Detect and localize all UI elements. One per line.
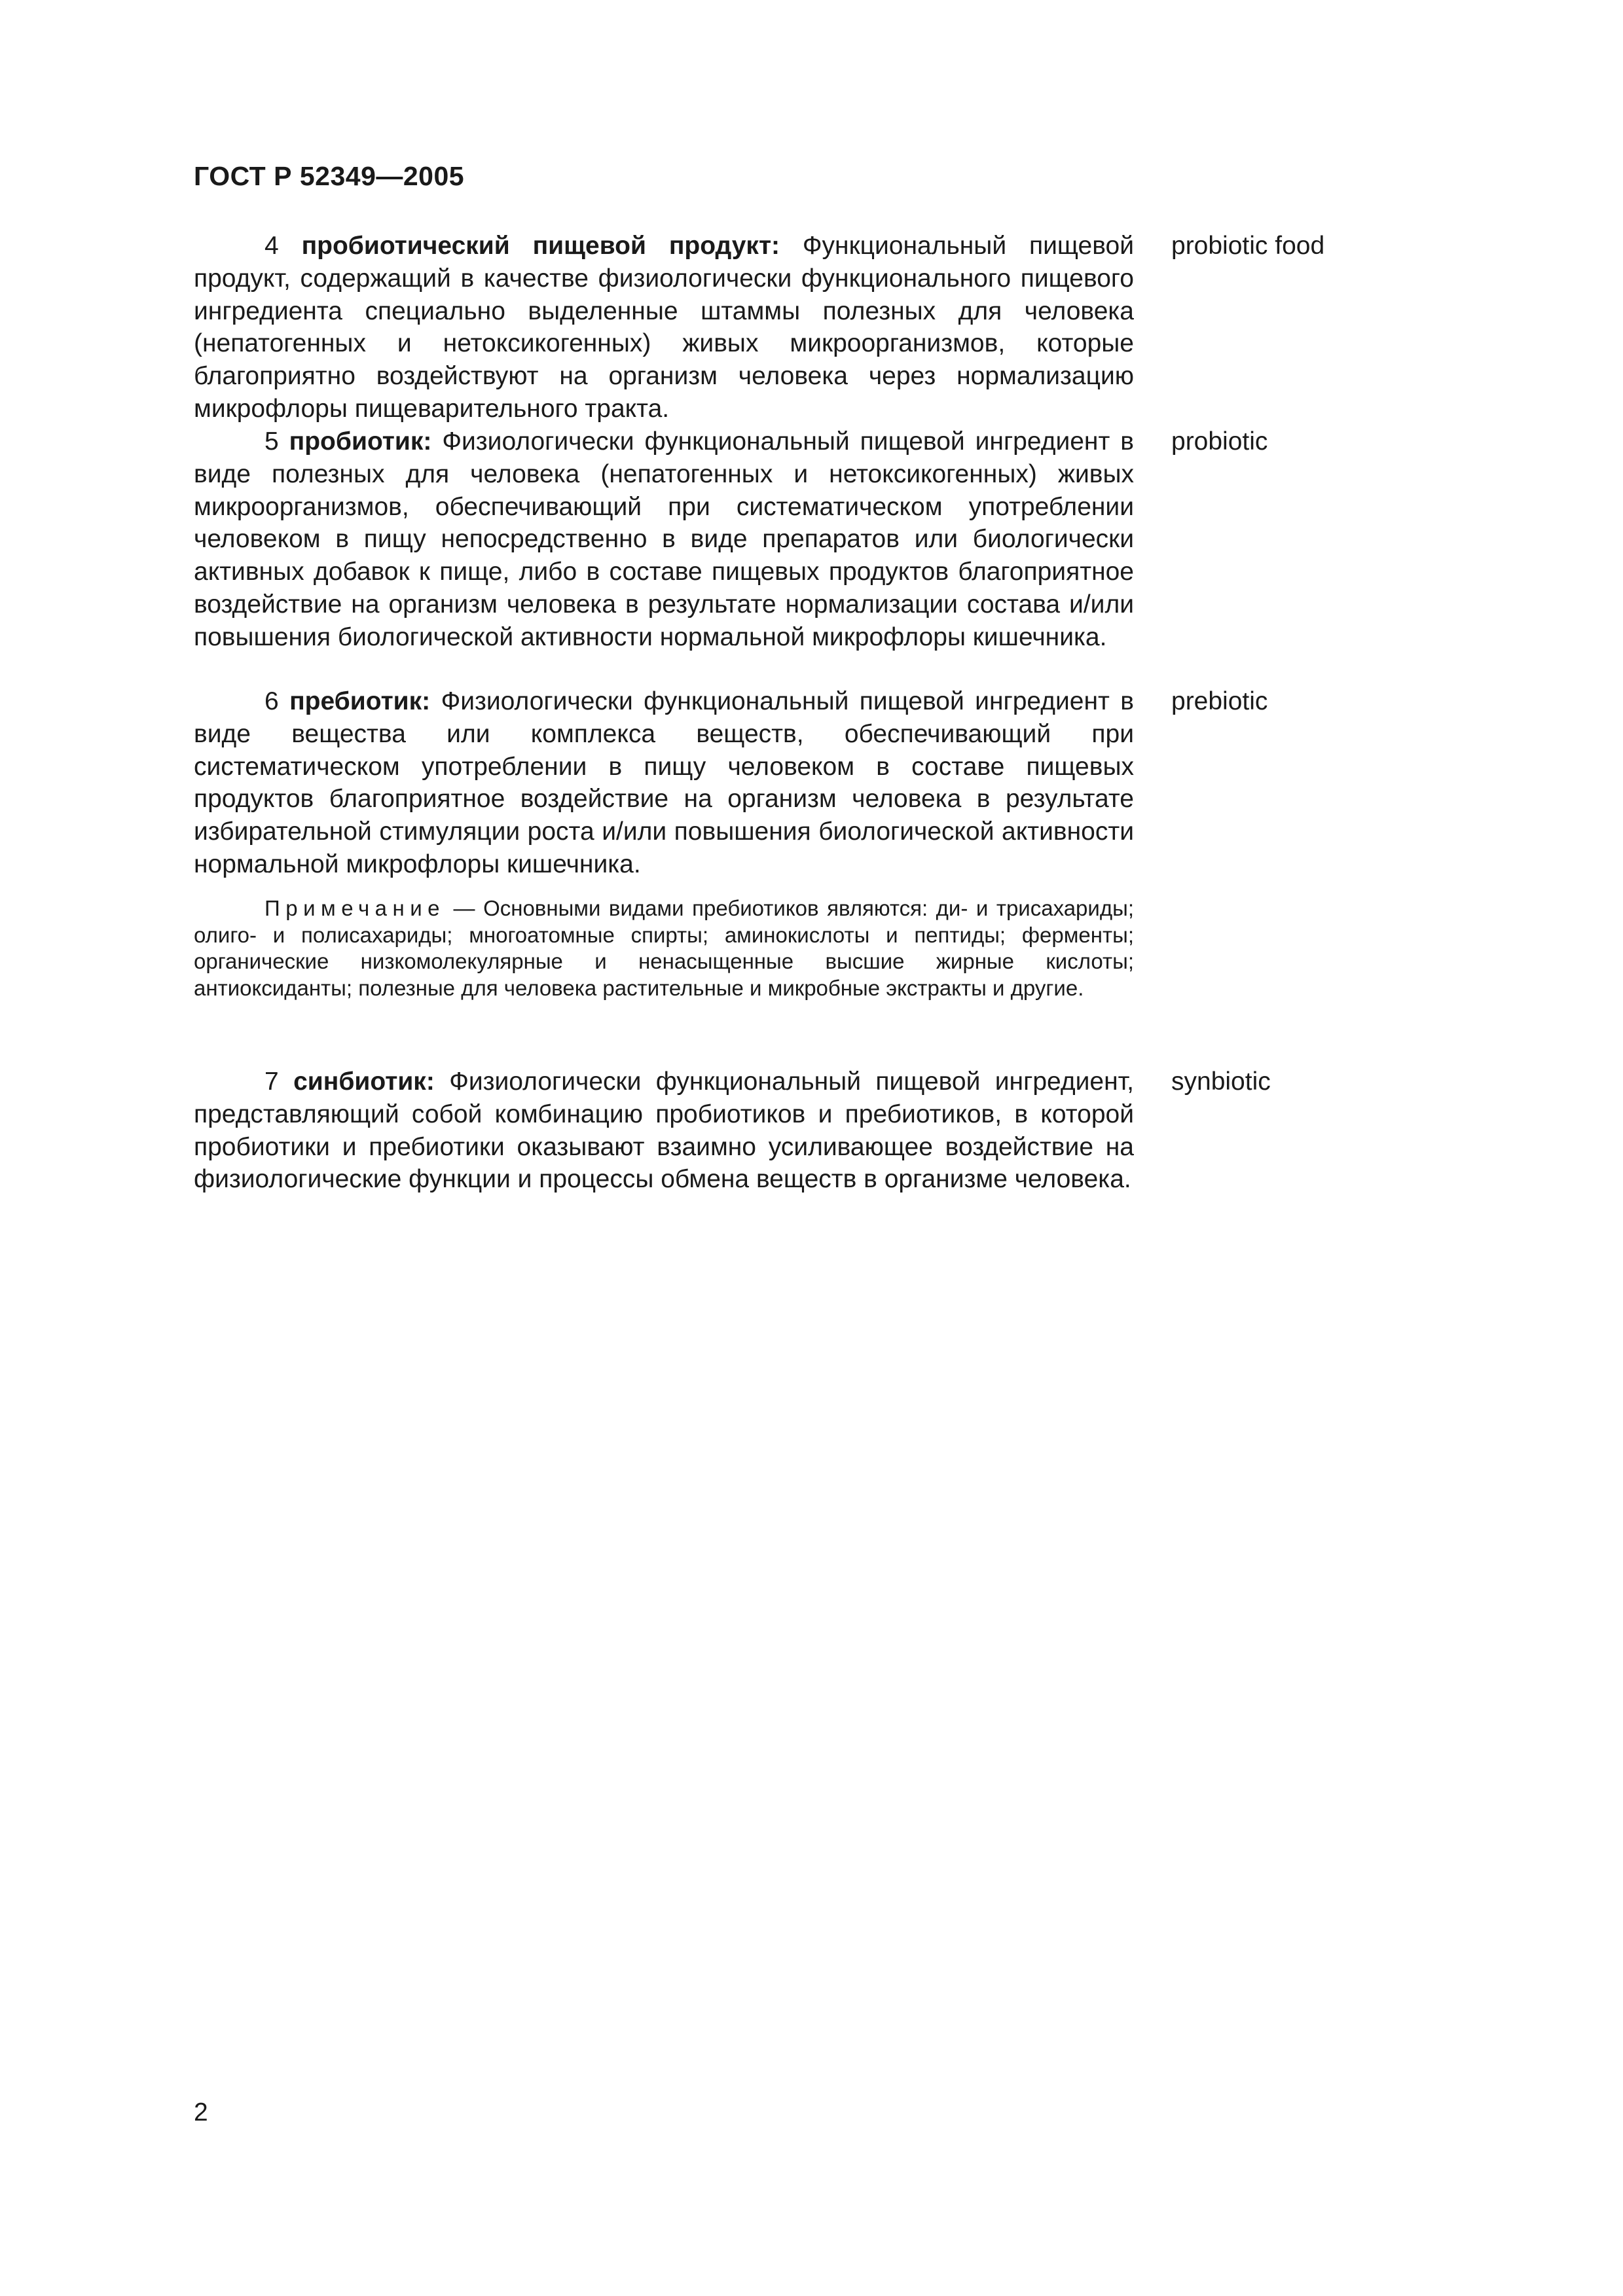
note-separator: — xyxy=(445,896,484,920)
term-number: 4 xyxy=(264,232,279,260)
term-english-equivalent: probiotic xyxy=(1171,427,1268,456)
term-definition: Физиологически функциональный пищевой ингредиент в виде вещества или комплекса веществ, обеспечивающий при систематическом употреблении в пищу человеком в составе пищевых продуктов благоприятное воздействие на организм человека в результате избирательной стимуляции роста и/или повышения биологической активности нормальной микрофлоры кишечника. xyxy=(194,687,1134,878)
term-number: 6 xyxy=(264,687,279,715)
term-name: синбиотик: xyxy=(293,1067,435,1096)
note-paragraph xyxy=(194,895,1134,1001)
note-text: Основными видами пребиотиков являются: ди- и трисахариды; олиго- и полисахариды; многоатомные спирты; аминокислоты и пептиды; ферменты; органические низкомолекулярные и ненасыщенные высшие жирные кислоты; антиоксиданты; полезные для человека растительные и микробные экстракты и другие. xyxy=(194,896,1134,1000)
term-definition: Функциональный пищевой продукт, содержащий в качестве физиологически функционального пищевого ингредиента специально выделенные штаммы полезных для человека (непатогенных и нетоксикогенных) живых микроорганизмов, которые благоприятно воздействуют на организм человека через нормализацию микрофлоры пищеварительного тракта. xyxy=(194,232,1134,423)
term-paragraph xyxy=(194,230,1134,425)
term-name: пробиотик: xyxy=(289,427,432,456)
document-header-standard-id: ГОСТ Р 52349—2005 xyxy=(194,161,465,191)
page-number: 2 xyxy=(194,2098,208,2126)
term-number: 7 xyxy=(264,1067,279,1096)
term-entry-4 xyxy=(194,230,1134,425)
term-definition: Физиологически функциональный пищевой ингредиент, представляющий собой комбинацию пробиотиков и пребиотиков, в которой пробиотики и пребиотики оказывают взаимно усиливающее воздействие на физиологические функции и процессы обмена веществ в организме человека. xyxy=(194,1067,1134,1194)
term-entry-7 xyxy=(194,1066,1134,1196)
term-entry-5 xyxy=(194,425,1134,654)
note-label: Примечание xyxy=(264,896,446,920)
term-number: 5 xyxy=(264,427,279,456)
term-definition: Физиологически функциональный пищевой ингредиент в виде полезных для человека (непатогенных и нетоксикогенных) живых микроорганизмов, обеспечивающий при систематическом употреблении человеком в пищу непосредственно в виде препаратов или биологически активных добавок к пище, либо в составе пищевых продуктов благоприятное воздействие на организм человека в результате нормализации состава и/или повышения биологической активности нормальной микрофлоры кишечника. xyxy=(194,427,1134,651)
term-entry-6 xyxy=(194,685,1134,881)
term-paragraph xyxy=(194,685,1134,881)
term-english-equivalent: synbiotic xyxy=(1171,1067,1271,1096)
term-english-equivalent: probiotic food xyxy=(1171,232,1325,260)
note-block xyxy=(194,895,1134,1001)
term-paragraph xyxy=(194,1066,1134,1196)
term-name: пробиотический пищевой продукт: xyxy=(301,232,780,260)
term-name: пребиотик: xyxy=(289,687,431,715)
term-paragraph xyxy=(194,425,1134,654)
term-english-equivalent: prebiotic xyxy=(1171,687,1268,715)
